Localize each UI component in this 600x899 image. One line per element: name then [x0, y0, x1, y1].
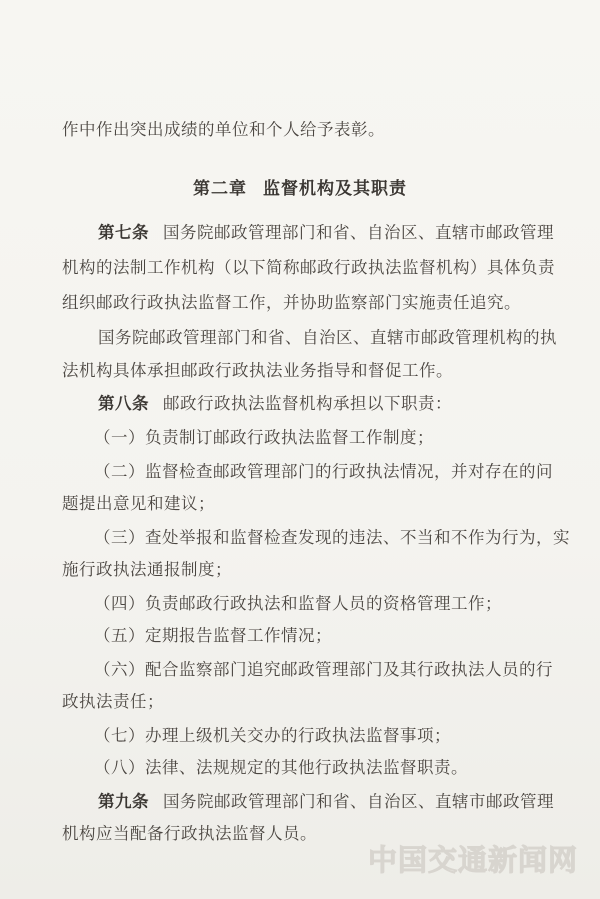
chapter-number: 第二章 — [193, 179, 247, 199]
article-9-line-2: 机构应当配备行政执法监督人员。 — [62, 824, 317, 843]
watermark-text: 中国交通新闻网 — [367, 843, 578, 877]
article-9-line-1 — [98, 788, 554, 812]
article-8-item-6-line-1: （六）配合监察部门追究邮政管理部门及其行政执法人员的行 — [94, 660, 553, 679]
article-9-text: 国务院邮政管理部门和省、自治区、直辖市邮政管理 — [163, 792, 554, 811]
article-8-item-1: （一）负责制订邮政行政执法监督工作制度； — [94, 428, 434, 447]
chapter-title: 监督机构及其职责 — [263, 179, 407, 199]
article-8-text: 邮政行政执法监督机构承担以下职责： — [163, 394, 452, 413]
article-7-line-3: 组织邮政行政执法监督工作，并协助监察部门实施责任追究。 — [62, 293, 521, 312]
text-line-1: 作中作出突出成绩的单位和个人给予表彰。 — [62, 120, 385, 139]
article-8-item-2-line-1: （二）监督检查邮政管理部门的行政执法情况，并对存在的问 — [94, 462, 553, 481]
article-8-item-4: （四）负责邮政行政执法和监督人员的资格管理工作； — [94, 594, 502, 613]
article-8-line-1 — [98, 390, 452, 414]
article-8-item-2-line-2: 题提出意见和建议； — [62, 494, 215, 513]
article-8-item-6-line-2: 政执法责任； — [62, 692, 164, 711]
article-9-label: 第九条 — [98, 792, 149, 811]
article-8-item-3-line-1: （三）查处举报和监督检查发现的违法、不当和不作为行为，实 — [94, 528, 570, 547]
article-7-para2-line-1: 国务院邮政管理部门和省、自治区、直辖市邮政管理机构的执 — [98, 328, 557, 347]
article-8-item-7: （七）办理上级机关交办的行政执法监督事项； — [94, 726, 451, 745]
article-7-label: 第七条 — [98, 223, 149, 242]
article-7-text: 国务院邮政管理部门和省、自治区、直辖市邮政管理 — [163, 223, 554, 242]
article-8-label: 第八条 — [98, 394, 149, 413]
article-8-item-8: （八）法律、法规规定的其他行政执法监督职责。 — [94, 758, 468, 777]
chapter-heading — [0, 174, 600, 199]
article-7-para2-line-2: 法机构具体承担邮政行政执法业务指导和督促工作。 — [62, 361, 453, 380]
article-8-item-3-line-2: 施行政执法通报制度； — [62, 560, 232, 579]
article-8-item-5: （五）定期报告监督工作情况； — [94, 626, 332, 645]
article-7-line-1 — [98, 219, 554, 243]
article-7-line-2: 机构的法制工作机构（以下简称邮政行政执法监督机构）具体负责 — [62, 258, 555, 277]
